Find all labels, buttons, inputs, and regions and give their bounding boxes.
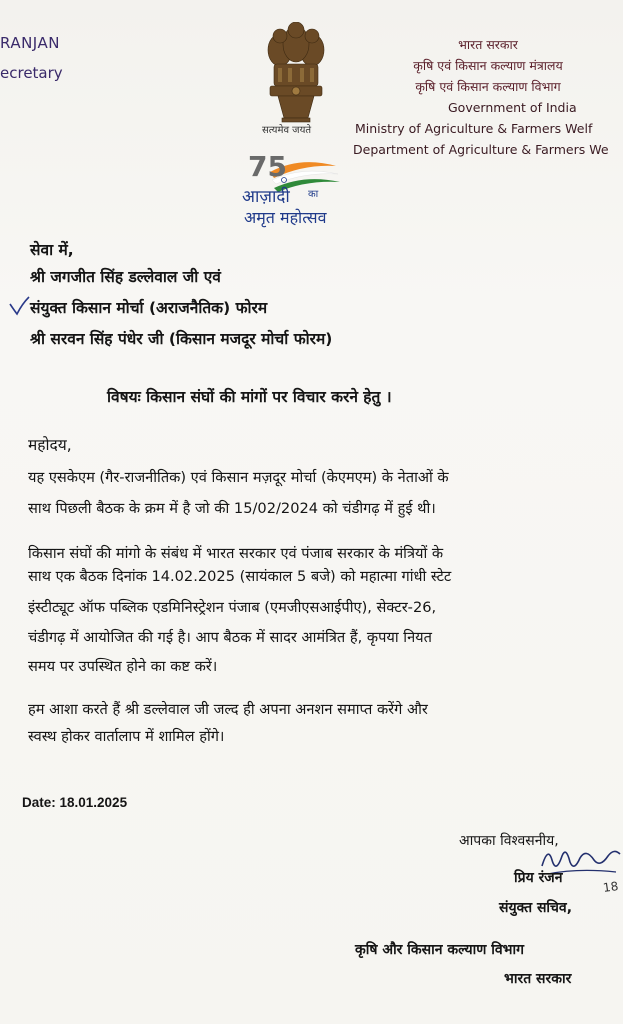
subject-line: विषयः किसान संघों की मांगों पर विचार करने हेतु । <box>107 388 392 406</box>
header-hi-ministry: कृषि एवं किसान कल्याण मंत्रालय <box>413 58 563 73</box>
azadi-line2: अमृत महोत्सव <box>244 208 327 227</box>
para1-line1: यह एसकेएम (गैर-राजनीतिक) एवं किसान मज़दूर मोर्चा (केएमएम) के नेताओं के <box>28 469 449 486</box>
addressee-line-3: श्री सरवन सिंह पंधेर जी (किसान मजदूर मोर्चा फोरम) <box>30 330 333 348</box>
para3-line2: स्वस्थ होकर वार्तालाप में शामिल होंगे। <box>28 728 225 745</box>
azadi-number: 75 <box>248 150 287 183</box>
emblem-motto: सत्यमेव जयते <box>262 125 312 136</box>
para2-line1: किसान संघों की मांगो के संबंध में भारत सरकार एवं पंजाब सरकार के मंत्रियों के <box>28 545 444 562</box>
closing: आपका विश्वसनीय, <box>459 833 559 849</box>
officer-name-en: RANJAN <box>0 34 60 52</box>
pen-tick-icon <box>8 296 30 316</box>
para2-line4: चंडीगढ़ में आयोजित की गई है। आप बैठक में सादर आमंत्रित हैं, कृपया नियत <box>28 629 432 646</box>
national-emblem-icon <box>258 22 334 134</box>
para2-line5: समय पर उपस्थित होने का कष्ट करें। <box>28 658 218 675</box>
header-hi-govt: भारत सरकार <box>458 37 518 52</box>
greeting: महोदय, <box>28 436 72 454</box>
azadi-line1: आज़ादी <box>242 187 290 207</box>
signatory-name: प्रिय रंजन <box>514 870 563 886</box>
signatory-designation: संयुक्त सचिव, <box>499 900 573 916</box>
addressee-line-1: श्री जगजीत सिंह डल्लेवाल जी एवं <box>30 268 221 286</box>
azadi-line1-suffix: का <box>308 189 319 200</box>
signature-date: 18 <box>602 879 620 895</box>
header-en-ministry: Ministry of Agriculture & Farmers Welf <box>355 121 593 136</box>
para3-line1: हम आशा करते हैं श्री डल्लेवाल जी जल्द ही अपना अनशन समाप्त करेंगे और <box>28 701 428 718</box>
header-en-department: Department of Agriculture & Farmers We <box>353 142 609 157</box>
para1-line2: साथ पिछली बैठक के क्रम में है जो की 15/02/2024 को चंडीगढ़ में हुई थी। <box>28 500 436 517</box>
addressee-to: सेवा में, <box>30 241 74 259</box>
signatory-department: कृषि और किसान कल्याण विभाग <box>355 942 525 958</box>
addressee-line-2: संयुक्त किसान मोर्चा (अराजनैतिक) फोरम <box>30 299 268 317</box>
para2-line3: इंस्टीट्यूट ऑफ पब्लिक एडमिनिस्ट्रेशन पंजाब (एमजीएसआईपीए), सेक्टर-26, <box>28 599 437 616</box>
header-right <box>353 34 623 160</box>
header-hi-department: कृषि एवं किसान कल्याण विभाग <box>415 79 561 94</box>
header-en-govt: Government of India <box>448 100 577 115</box>
para2-line2: साथ एक बैठक दिनांक 14.02.2025 (सायंकाल 5 बजे) को महात्मा गांधी स्टेट <box>28 568 452 585</box>
azadi-ka-amrit-mahotsav-logo <box>240 150 350 230</box>
signatory-govt: भारत सरकार <box>504 971 572 987</box>
officer-post-en: ecretary <box>0 64 63 82</box>
letter-date: Date: 18.01.2025 <box>22 795 128 810</box>
